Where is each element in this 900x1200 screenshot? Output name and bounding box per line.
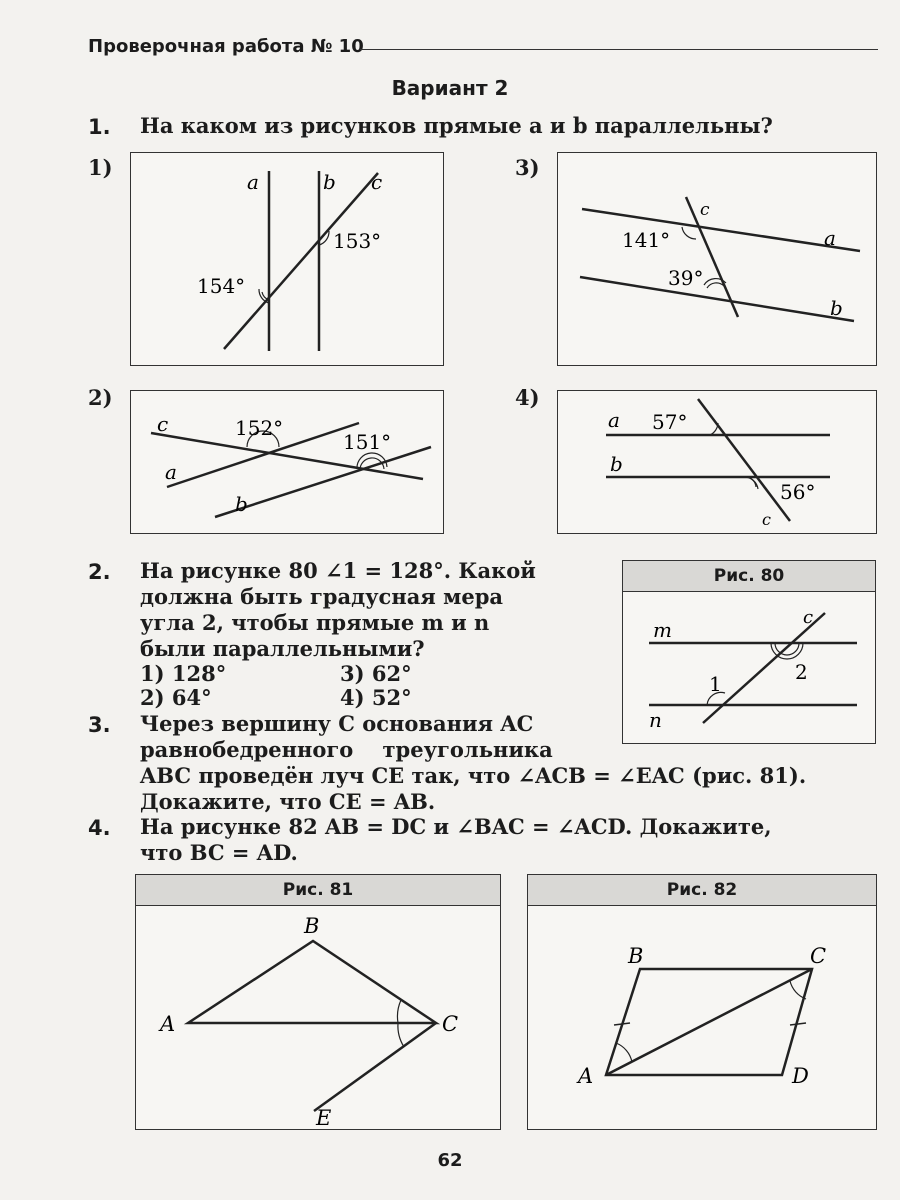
figure-80 — [622, 560, 876, 744]
option-1-label: 1) — [88, 155, 113, 180]
variant-title: Вариант 2 — [391, 76, 509, 100]
question-3-line-2: равнобедренного треугольника — [140, 737, 553, 762]
figure-82-vertex-b: B — [628, 944, 644, 968]
page-header-title: Проверочная работа № 10 — [88, 36, 364, 57]
figure-81 — [135, 874, 501, 1130]
option-4-angle-2: 56° — [780, 480, 816, 504]
page-number: 62 — [437, 1150, 463, 1171]
question-2-answer-1: 1) 128° — [140, 661, 227, 686]
question-3-line-1: Через вершину C основания AC — [140, 711, 534, 736]
question-1-number: 1. — [88, 115, 111, 139]
option-3-figure — [557, 152, 877, 366]
option-3-label: 3) — [515, 155, 540, 180]
question-2-line-4: были параллельными? — [140, 636, 425, 661]
option-2-line-b-label: b — [235, 492, 248, 516]
option-3-angle-2: 39° — [668, 266, 704, 290]
figure-80-angle-1-label: 1 — [709, 672, 722, 696]
option-4-line-a-label: a — [608, 408, 620, 432]
figure-81-point-e: E — [316, 1106, 332, 1129]
question-3-line-3: ABC проведён луч CE так, что ∠ACB = ∠EAC (рис. 81). — [140, 763, 807, 788]
option-3-line-b-label: b — [830, 296, 843, 320]
figure-82-vertex-c: C — [810, 944, 827, 968]
question-1-text: На каком из рисунков прямые a и b параллельны? — [140, 113, 773, 138]
figure-80-drawing — [623, 593, 875, 743]
option-3-line-a-label: a — [824, 226, 836, 250]
question-2-number: 2. — [88, 560, 111, 584]
option-4-figure — [557, 390, 877, 534]
option-1-line-a-label: a — [247, 170, 259, 194]
question-2-answer-4: 4) 52° — [340, 685, 412, 710]
figure-82-vertex-a: A — [578, 1064, 594, 1088]
figure-80-caption: Рис. 80 — [623, 561, 875, 592]
option-3-angle-1: 141° — [622, 228, 671, 252]
figure-82-vertex-d: D — [792, 1064, 809, 1088]
figure-80-line-m-label: m — [653, 618, 672, 642]
option-2-figure — [130, 390, 444, 534]
question-3-line-4: Докажите, что CE = AB. — [140, 789, 436, 814]
figure-81-vertex-c: C — [442, 1012, 459, 1036]
question-2-line-2: должна быть градусная мера — [140, 584, 504, 609]
option-4-label: 4) — [515, 385, 540, 410]
option-2-line-c-label: c — [157, 412, 169, 436]
question-4-line-2: что BC = AD. — [140, 840, 298, 865]
question-2-line-1: На рисунке 80 ∠1 = 128°. Какой — [140, 558, 536, 583]
figure-80-angle-2-label: 2 — [795, 660, 808, 684]
question-3-number: 3. — [88, 713, 111, 737]
figure-82 — [527, 874, 877, 1130]
question-4-number: 4. — [88, 816, 111, 840]
figure-81-drawing — [136, 907, 500, 1129]
figure-81-vertex-a: A — [160, 1012, 176, 1036]
header-rule — [360, 49, 878, 50]
figure-81-caption: Рис. 81 — [136, 875, 500, 906]
question-4-line-1: На рисунке 82 AB = DC и ∠BAC = ∠ACD. Докажите, — [140, 814, 772, 839]
question-2-answer-3: 3) 62° — [340, 661, 412, 686]
option-4-line-b-label: b — [610, 452, 623, 476]
option-2-line-a-label: a — [165, 460, 177, 484]
option-3-line-c-label: c — [700, 200, 710, 220]
figure-80-line-n-label: n — [649, 708, 662, 732]
option-2-angle-2: 151° — [343, 430, 392, 454]
option-2-label: 2) — [88, 385, 113, 410]
figure-82-caption: Рис. 82 — [528, 875, 876, 906]
option-2-angle-1: 152° — [235, 416, 284, 440]
option-1-line-c-label: c — [371, 170, 383, 194]
question-2-answer-2: 2) 64° — [140, 685, 212, 710]
option-1-angle-2: 153° — [333, 229, 382, 253]
option-4-angle-1: 57° — [652, 410, 688, 434]
figure-80-line-c-label: c — [803, 607, 814, 628]
option-1-line-b-label: b — [323, 170, 336, 194]
option-1-angle-1: 154° — [197, 274, 246, 298]
question-2-line-3: угла 2, чтобы прямые m и n — [140, 610, 490, 635]
option-4-line-c-label: c — [762, 510, 771, 529]
figure-81-vertex-b: B — [304, 914, 320, 938]
figure-82-drawing — [528, 907, 876, 1129]
option-1-figure — [130, 152, 444, 366]
